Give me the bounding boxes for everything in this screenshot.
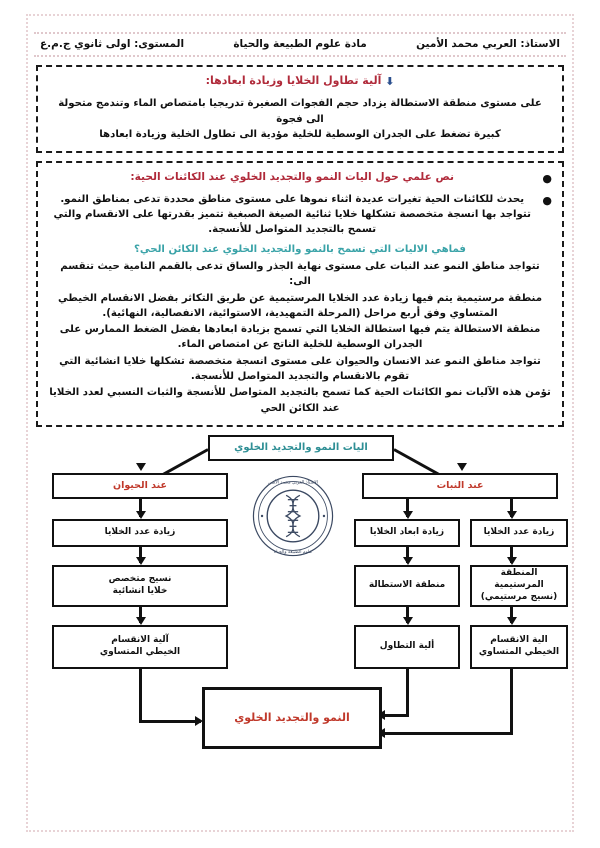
box2-title: نص علمي حول اليات النمو والتجديد الخلوي عند الكائنات الحية: bbox=[130, 171, 454, 184]
plant-mid-3-node bbox=[354, 625, 460, 669]
plant-mid-2-node bbox=[354, 565, 460, 607]
header-level: المستوى: اولى ثانوي ج.م.ع bbox=[40, 38, 185, 50]
branch-animal-label: عند الحيوان bbox=[112, 479, 168, 491]
connector-plant-right-to-result-v bbox=[510, 669, 513, 735]
plant-right-3-node bbox=[470, 625, 568, 669]
box1-title-row bbox=[48, 74, 552, 89]
box2-paragraph-2: منطقة مرستيمية يتم فيها زيادة عدد الخلايا المرستيمية عن طريق التكاثر بفضل الانقسام الخيطي المتساوي وفق أربع مراحل (المرحلة التمهيدية، الاستوائية، الانفصالية، النهائية). bbox=[57, 292, 543, 319]
section-scientific-text bbox=[36, 161, 564, 427]
box2-title-row bbox=[48, 170, 552, 188]
animal-step-3-line-2: الخيطي المتساوي bbox=[99, 646, 181, 657]
box2-paragraph-1: تتواجد مناطق النمو عند النبات على مستوى نهاية الجذر والساق تدعى بالقمم النامية حيث تنقسم الى: bbox=[60, 260, 540, 288]
arrowhead-animal-2 bbox=[136, 557, 146, 565]
arrowhead-plant-right-top bbox=[507, 511, 517, 519]
box2-paragraph-3: منطقة الاستطالة يتم فيها استطالة الخلايا التي تسمح بزيادة ابعادها بفضل الضغط الممارس على الجدران الوسطية للخلية الناتج عن امتصاص الماء. bbox=[59, 324, 541, 351]
animal-step-2-line-1: نسيج متخصص bbox=[108, 574, 172, 585]
branch-plant-label: عند النبات bbox=[436, 479, 484, 491]
box2-intro: يحدث للكائنات الحية تغيرات عديدة اثناء نموها على مستوى مناطق محددة تدعى بمناطق النمو. تتواجد بها انسجة متخصصة تشكلها خلايا ثنائية الصيغة الصبغية تتميز بقدرتها على الانقسام والتي تسمح بالتجديد المتواصل للأنسجة. bbox=[53, 193, 531, 236]
concept-diagram bbox=[32, 435, 568, 795]
arrowhead-plant-mid-top bbox=[403, 511, 413, 519]
document-header bbox=[34, 32, 566, 57]
box1-line-1: على مستوى منطقة الاستطالة يزداد حجم الفجوات الصغيرة تدريجيا بامتصاص الماء وتندمج متحولة الى فجوة bbox=[58, 97, 542, 125]
connector-plant-mid-to-result-v bbox=[406, 669, 409, 717]
arrowhead-title-to-plant bbox=[457, 463, 467, 471]
dot-bullet-icon-2: ● bbox=[542, 193, 552, 207]
animal-step-3-line-1: آلية الانقسام bbox=[111, 635, 169, 646]
result-node bbox=[202, 687, 382, 749]
arrowhead-animal-3 bbox=[136, 617, 146, 625]
plant-right-3-line-2: الخيطي المتساوي bbox=[478, 646, 560, 657]
svg-text:علوم الطبيعة والحياة: علوم الطبيعة والحياة bbox=[273, 549, 313, 555]
animal-step-3-node bbox=[52, 625, 228, 669]
animal-step-1-label: زيادة عدد الخلايا bbox=[104, 527, 176, 538]
animal-step-1-node bbox=[52, 519, 228, 547]
connector-plant-right-to-result-h bbox=[384, 732, 513, 735]
arrowhead-title-to-animal bbox=[136, 463, 146, 471]
section-cell-elongation bbox=[36, 65, 564, 153]
header-teacher: الاستاذ: العربي محمد الأمين bbox=[416, 38, 560, 50]
plant-right-2-node bbox=[470, 565, 568, 607]
page-content bbox=[26, 14, 574, 832]
arrowhead-animal-1 bbox=[136, 511, 146, 519]
result-label: النمو والتجديد الخلوي bbox=[234, 710, 350, 724]
box2-question: فماهي الاليات التي تسمح بالنمو والتجديد الخلوي عند الكائن الحي؟ bbox=[134, 243, 466, 255]
connector-plant-mid-to-result-h bbox=[384, 714, 409, 717]
plant-right-2-line-2: (نسيج مرستيمي) bbox=[480, 591, 558, 602]
diagram-title-label: اليات النمو والتجديد الخلوي bbox=[234, 442, 368, 454]
arrowhead-plant-mid-2 bbox=[403, 557, 413, 565]
plant-mid-2-label: منطقة الاستطالة bbox=[368, 580, 446, 591]
branch-plant-node bbox=[362, 473, 558, 499]
plant-right-2-line-1: المنطقة المرستيمية bbox=[494, 568, 544, 591]
plant-right-1-node bbox=[470, 519, 568, 547]
box2-intro-row bbox=[48, 192, 552, 238]
dna-seal-icon bbox=[250, 473, 336, 559]
dot-bullet-icon: ● bbox=[542, 172, 552, 186]
svg-text:الاستاذ العربي محمد الأمين: الاستاذ العربي محمد الأمين bbox=[268, 480, 318, 486]
arrowhead-plant-right-2 bbox=[507, 557, 517, 565]
diagram-title-node bbox=[208, 435, 394, 461]
arrowhead-plant-right-3 bbox=[507, 617, 517, 625]
animal-step-2-node bbox=[52, 565, 228, 607]
plant-right-1-label: زيادة عدد الخلايا bbox=[483, 527, 555, 538]
box1-line-2: كبيرة تضغط على الجدران الوسطية للخلية مؤدية الى تطاول الخلية وزيادة ابعادها bbox=[99, 129, 501, 141]
plant-mid-1-label: زيادة ابعاد الخلايا bbox=[369, 527, 445, 538]
branch-animal-node bbox=[52, 473, 228, 499]
arrowhead-plant-mid-3 bbox=[403, 617, 413, 625]
box2-paragraph-5: تؤمن هذه الآليات نمو الكائنات الحية كما تسمح بالتجديد المتواصل للأنسجة والثبات النسبي لعدد الخلايا عند الكائن الحي bbox=[49, 387, 551, 414]
box2-paragraph-4: تتواجد مناطق النمو عند الانسان والحيوان على مستوى انسجة متخصصة تشكلها خلايا انشائية التي تقوم بالانقسام والتجديد المتواصل للأنسجة. bbox=[59, 355, 541, 383]
box1-title: آلية تطاول الخلايا وزيادة ابعادها: bbox=[205, 74, 382, 87]
connector-animal-to-result-v bbox=[139, 669, 142, 723]
connector-animal-to-result-h bbox=[139, 720, 201, 723]
arrow-bullet-icon: ⬇ bbox=[385, 75, 395, 88]
plant-mid-1-node bbox=[354, 519, 460, 547]
animal-step-2-line-2: خلايا انشائية bbox=[112, 585, 168, 596]
plant-right-3-line-1: الية الانقسام bbox=[490, 635, 548, 646]
plant-mid-3-label: ألية التطاول bbox=[379, 641, 435, 652]
header-subject: مادة علوم الطبيعة والحياة bbox=[233, 38, 367, 50]
